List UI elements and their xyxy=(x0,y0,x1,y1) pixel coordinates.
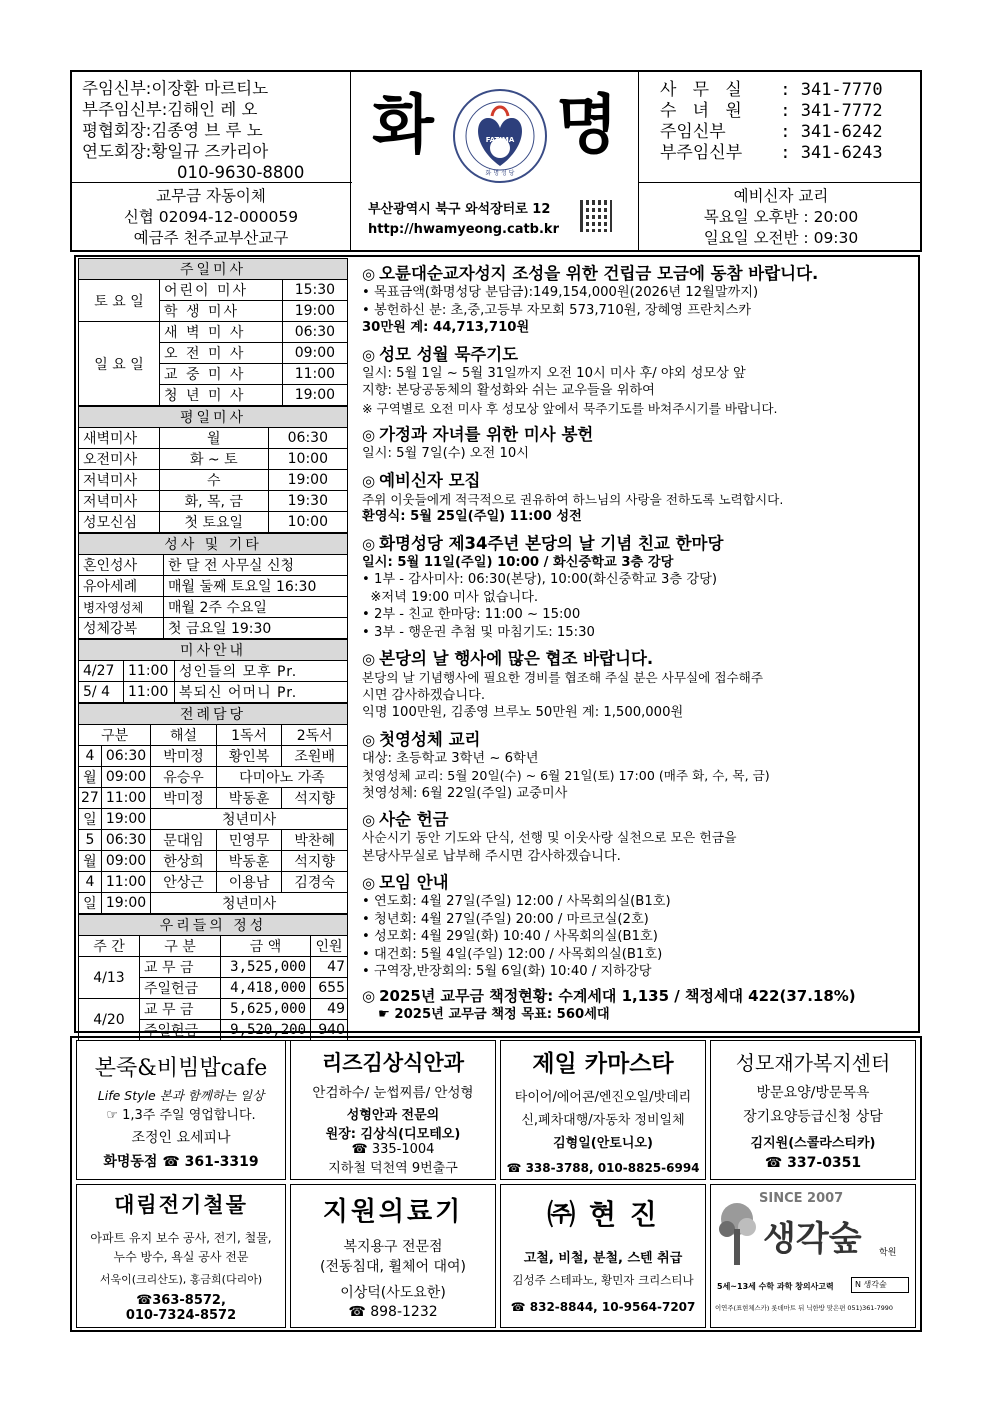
notice-line: 일시: 5월 11일(주일) 10:00 / 화신중학교 3층 강당 xyxy=(362,554,674,570)
notice-line: • 봉헌하신 분: 초,중,고등부 자모회 573,710원, 장혜영 프란치스카 xyxy=(362,302,751,318)
liturgy-person: 한상희 xyxy=(151,851,217,872)
mass-day: 첫 토요일 xyxy=(160,512,269,533)
col-header: 구분 xyxy=(79,725,151,746)
offering-table xyxy=(78,914,348,1041)
bullet-icon: ◎ xyxy=(362,874,376,892)
mass-time: 19:00 xyxy=(282,385,347,406)
sacrament-desc: 한 달 전 사무실 신청 xyxy=(164,555,348,576)
notice-line: 시면 감사하겠습니다. xyxy=(362,687,486,703)
sacrament-name: 병자영성체 xyxy=(79,597,164,618)
mass-name: 교 중 미 사 xyxy=(160,364,283,385)
ad-line: 타이어/에어콘/엔진오일/밧데리 xyxy=(514,1090,692,1105)
ad-line: ☎ 335-1004 xyxy=(351,1142,435,1157)
liturgy-time: 19:00 xyxy=(101,893,150,914)
tithe-account: 신협 02094-12-000059 xyxy=(123,208,299,226)
ad-line: 복지용구 전문점 xyxy=(343,1239,443,1255)
mass-name: 저녁미사 xyxy=(79,470,160,491)
mass-info-desc: 성인들의 모후 Pr. xyxy=(175,661,348,682)
mass-time: 10:00 xyxy=(268,449,347,470)
notice-line: 본당사무실로 납부해 주시면 감사하겠습니다. xyxy=(362,848,621,864)
notice-line: ※저녁 19:00 미사 없습니다. xyxy=(362,589,539,605)
notice-line: 30만원 계: 44,713,710원 xyxy=(362,320,530,335)
liturgy-person: 황인복 xyxy=(216,746,282,767)
catechumen-line: 일요일 오전반 : 09:30 xyxy=(703,229,859,247)
ad-car-master xyxy=(500,1040,706,1180)
mass-time: 09:00 xyxy=(282,343,347,364)
notice-item xyxy=(362,467,914,526)
phone-row: 부주임신부 : 341-6243 xyxy=(660,143,883,163)
notice-line: 첫영성체: 6월 22일(주일) 교중미사 xyxy=(362,785,568,801)
mass-name: 성모신심 xyxy=(79,512,160,533)
liturgy-person: 안상근 xyxy=(151,872,217,893)
sacrament-desc: 첫 금요일 19:30 xyxy=(164,618,348,639)
ad-line: ☎ 832-8844, 10-9564-7207 xyxy=(510,1300,696,1314)
notice-line: • 대건회: 5월 4일(주일) 12:00 / 사목회의실(B1호) xyxy=(362,946,663,962)
ad-title: 대림전기철물 xyxy=(114,1193,248,1217)
ad-title: 성모재가복지센터 xyxy=(735,1051,891,1075)
date-char: 4 xyxy=(79,746,102,767)
notice-line: • 구역장,반장회의: 5월 6일(화) 10:40 / 지하강당 xyxy=(362,964,652,979)
sacrament-desc: 매월 2주 수요일 xyxy=(164,597,348,618)
offering-count: 47 xyxy=(311,957,348,978)
sacrament-table xyxy=(78,533,348,639)
liturgy-person: 조원배 xyxy=(282,746,348,767)
mass-name: 어린이 미사 xyxy=(160,280,283,301)
offering-amount: 9,520,200 xyxy=(221,1020,311,1041)
notice-item xyxy=(362,341,914,418)
notice-line: 지향: 본당공동체의 활성화와 쉬는 교우들을 위하여 xyxy=(362,383,655,398)
liturgy-person: 청년미사 xyxy=(151,809,348,830)
ad-line: 김성주 스테파노, 황민자 크리스티나 xyxy=(512,1273,694,1287)
website-link[interactable]: http://hwamyeong.catb.kr xyxy=(368,222,559,237)
date-char: 27 xyxy=(79,788,102,809)
ad-title: 제일 카마스타 xyxy=(532,1051,674,1077)
liturgy-person: 문대임 xyxy=(151,830,217,851)
ad-title: 생각숲 xyxy=(763,1219,862,1259)
col-header: 금 액 xyxy=(221,936,311,957)
col-header: 인원 xyxy=(311,936,348,957)
offering-week: 4/20 xyxy=(79,999,140,1041)
offering-amount: 3,525,000 xyxy=(221,957,311,978)
weekday-mass-table xyxy=(78,406,348,533)
liturgy-person: 박미정 xyxy=(151,788,217,809)
liturgy-person: 다미아노 가족 xyxy=(216,767,347,788)
mass-time: 19:00 xyxy=(282,301,347,322)
mass-name: 새 벽 미 사 xyxy=(160,322,283,343)
title-right: 명 xyxy=(556,89,618,163)
liturgy-table xyxy=(78,703,348,914)
ad-line: 장기요양등급신청 상담 xyxy=(743,1109,883,1125)
ad-line: 신,폐차대행/자동차 정비일체 xyxy=(521,1113,685,1128)
sunday-mass-table xyxy=(78,258,348,406)
ad-line: 이연주(표현체스카) 롯데마트 뒤 닉한방 맞은편 051)361-7990 xyxy=(715,1304,893,1312)
notice-line: ☛ 2025년 교무금 책정 목표: 560세대 xyxy=(378,1006,610,1022)
notice-line: • 3부 - 행운권 추첨 및 마침기도: 15:30 xyxy=(362,624,595,640)
col-header: 1독서 xyxy=(216,725,282,746)
liturgy-person: 유승우 xyxy=(151,767,217,788)
liturgy-person: 석지향 xyxy=(282,788,348,809)
liturgy-person: 박찬혜 xyxy=(282,830,348,851)
ad-bonjuk xyxy=(76,1040,286,1180)
clergy-line: 연도회장:황일규 즈카리아 xyxy=(82,142,269,161)
mass-time: 06:30 xyxy=(268,428,347,449)
notice-line: 일시: 5월 1일 ~ 5월 31일까지 오전 10시 미사 후/ 야외 성모상 앞 xyxy=(362,365,746,381)
date-char: 월 xyxy=(79,767,102,788)
address: 부산광역시 북구 와석장터로 12 xyxy=(368,202,551,217)
ad-line: 김지원(스콜라스티카) xyxy=(750,1136,876,1151)
offering-week: 4/13 xyxy=(79,957,140,999)
notice-item xyxy=(362,985,914,1024)
bullet-icon: ◎ xyxy=(362,471,376,490)
mass-info-table xyxy=(78,639,348,703)
clergy-block xyxy=(82,78,352,183)
address-block xyxy=(368,200,568,240)
notice-title: 사순 헌금 xyxy=(379,810,449,829)
col-header: 구 분 xyxy=(140,936,221,957)
ad-medical-device xyxy=(290,1184,496,1328)
notice-line: 주위 이웃들에게 적극적으로 권유하여 하느님의 사랑을 전하도록 노력합시다. xyxy=(362,491,784,507)
mass-day: 화, 목, 금 xyxy=(160,491,269,512)
tithe-holder: 예금주 천주교부산교구 xyxy=(133,229,289,247)
notice-title: 예비신자 모집 xyxy=(379,470,481,490)
left-column xyxy=(78,258,348,1041)
ad-line: 조정인 요세피나 xyxy=(131,1130,231,1146)
date-char: 4 xyxy=(79,872,102,893)
date-char: 월 xyxy=(79,851,102,872)
catechumen-line: 목요일 오후반 : 20:00 xyxy=(703,208,859,226)
sacrament-name: 혼인성사 xyxy=(79,555,164,576)
liturgy-person: 민영무 xyxy=(216,830,282,851)
church-logo xyxy=(452,88,548,184)
logo-text: FATIMA xyxy=(485,136,515,144)
liturgy-person: 석지향 xyxy=(282,851,348,872)
ad-line: 원장: 김상식(디모테오) xyxy=(325,1127,461,1142)
notice-line: • 성모회: 4월 29일(화) 10:40 / 사목회의실(B1호) xyxy=(362,929,658,944)
ad-line: 안검하수/ 눈썹찌름/ 안성형 xyxy=(312,1085,474,1101)
notice-line: • 2부 - 친교 한마당: 11:00 ~ 15:00 xyxy=(362,607,581,622)
notice-item xyxy=(362,260,914,337)
bullet-icon: ◎ xyxy=(362,426,376,444)
search-box: N 생각숲 xyxy=(851,1277,909,1293)
ad-line: 지하철 덕천역 9번출구 xyxy=(328,1161,458,1176)
ad-hyunjin xyxy=(500,1184,706,1328)
ad-line: 김형일(안토니오) xyxy=(553,1136,653,1151)
mass-time: 06:30 xyxy=(282,322,347,343)
bullet-icon: ◎ xyxy=(362,650,376,668)
notice-line: • 1부 - 감사미사: 06:30(본당), 10:00(화신중학교 3층 강당) xyxy=(362,572,717,587)
offering-count: 940 xyxy=(311,1020,348,1041)
ad-line: 이상덕(사도요한) xyxy=(340,1285,446,1301)
notice-item xyxy=(362,645,914,722)
saturday-label: 토 요 일 xyxy=(79,280,160,322)
notice-line: 익명 100만원, 김종영 브루노 50만원 계: 1,500,000원 xyxy=(362,705,684,720)
phone-row: 사 무 실 : 341-7770 xyxy=(660,80,883,100)
liturgy-person: 박미정 xyxy=(151,746,217,767)
since-label: SINCE 2007 xyxy=(759,1191,844,1206)
clergy-line: 부주임신부:김해인 레 오 xyxy=(82,100,258,119)
liturgy-time: 06:30 xyxy=(101,830,150,851)
col-header: 2독서 xyxy=(282,725,348,746)
mass-name: 오 전 미 사 xyxy=(160,343,283,364)
mass-name: 청 년 미 사 xyxy=(160,385,283,406)
sunday-label: 일 요 일 xyxy=(79,322,160,406)
notice-item xyxy=(362,869,914,981)
ad-line: 학원 xyxy=(879,1248,897,1258)
ad-title: 지원의료기 xyxy=(322,1197,464,1227)
clergy-phone: 010-9630-8800 xyxy=(177,163,305,182)
catechumen-title: 예비신자 교리 xyxy=(733,187,829,205)
notice-line: 대상: 초등학교 3학년 ~ 6학년 xyxy=(362,750,539,766)
mass-info-date: 5/ 4 xyxy=(79,682,124,703)
ad-line: 방문요양/방문목욕 xyxy=(756,1085,870,1101)
mass-day: 화 ~ 토 xyxy=(160,449,269,470)
section-header: 성사 및 기타 xyxy=(79,534,348,555)
mass-info-time: 11:00 xyxy=(124,682,175,703)
ad-line: ☎ 898-1232 xyxy=(348,1304,438,1320)
phone-block xyxy=(660,80,920,164)
notice-title: 모임 안내 xyxy=(379,873,449,892)
offering-kind: 주일헌금 xyxy=(140,1020,221,1041)
mass-info-date: 4/27 xyxy=(79,661,124,682)
mass-name: 오전미사 xyxy=(79,449,160,470)
notice-title: 성모 성월 묵주기도 xyxy=(379,344,519,364)
mass-time: 19:30 xyxy=(268,491,347,512)
liturgy-time: 09:00 xyxy=(101,767,150,788)
clergy-line: 평협회장:김종영 브 루 노 xyxy=(82,121,263,140)
notice-title: 가정과 자녀를 위한 미사 봉헌 xyxy=(379,425,594,444)
notice-item xyxy=(362,530,914,642)
phone-row: 수 녀 원 : 341-7772 xyxy=(660,101,883,121)
mass-info-desc: 복되신 어머니 Pr. xyxy=(175,682,348,703)
notice-line: 일시: 5월 7일(수) 오전 10시 xyxy=(362,446,529,461)
mass-time: 19:00 xyxy=(268,470,347,491)
date-char: 일 xyxy=(79,809,102,830)
ad-title: ㈜ 현 진 xyxy=(547,1198,659,1231)
bullet-icon: ◎ xyxy=(362,534,376,553)
ad-line: Life Style 본과 함께하는 일상 xyxy=(97,1088,265,1103)
liturgy-time: 11:00 xyxy=(101,788,150,809)
ad-saenggak-sup xyxy=(710,1184,916,1328)
clergy-line: 주임신부:이장환 마르티노 xyxy=(82,79,269,98)
ad-line: (전동침대, 휠체어 대여) xyxy=(320,1259,466,1275)
date-char: 일 xyxy=(79,893,102,914)
offering-kind: 교 무 금 xyxy=(140,957,221,978)
liturgy-time: 19:00 xyxy=(101,809,150,830)
notice-title: 화명성당 제34주년 본당의 날 기념 친교 한마당 xyxy=(379,533,724,553)
mass-day: 수 xyxy=(160,470,269,491)
ad-line: 아파트 유지 보수 공사, 전기, 철물, xyxy=(90,1231,272,1245)
logo-bottom-text: 화 명 성 당 xyxy=(485,170,515,177)
notice-line: 본당의 날 기념행사에 필요한 경비를 협조해 주실 분은 사무실에 접수해주 xyxy=(362,670,763,685)
liturgy-person: 청년미사 xyxy=(151,893,348,914)
notice-title: 오륜대순교자성지 조성을 위한 건립금 모금에 동참 바랍니다. xyxy=(379,264,819,283)
mass-name: 새벽미사 xyxy=(79,428,160,449)
ad-electric-hardware xyxy=(76,1184,286,1328)
offering-amount: 4,418,000 xyxy=(221,978,311,999)
tree-icon xyxy=(717,1199,757,1269)
offering-count: 49 xyxy=(311,999,348,1020)
bullet-icon: ◎ xyxy=(362,986,376,1005)
col-header: 해설 xyxy=(151,725,217,746)
mass-name: 저녁미사 xyxy=(79,491,160,512)
bullet-icon: ◎ xyxy=(362,265,376,283)
liturgy-person: 박동훈 xyxy=(216,851,282,872)
notice-line: ※ 구역별로 오전 미사 후 성모상 앞에서 묵주기도를 바쳐주시기를 바랍니다. xyxy=(362,400,778,416)
mass-name: 학 생 미사 xyxy=(160,301,283,322)
offering-kind: 교 무 금 xyxy=(140,999,221,1020)
ad-line: ☎ 337-0351 xyxy=(764,1155,862,1171)
ad-line: 누수 방수, 욕실 공사 전문 xyxy=(113,1250,249,1264)
ad-line: 5세~13세 수학 과학 창의사고력 xyxy=(717,1282,834,1291)
header-box xyxy=(70,70,922,252)
section-header: 전례담당 xyxy=(79,704,348,725)
mass-day: 월 xyxy=(160,428,269,449)
catechumen-block xyxy=(640,186,922,249)
mass-info-time: 11:00 xyxy=(124,661,175,682)
section-header: 미사안내 xyxy=(79,640,348,661)
bullet-icon: ◎ xyxy=(362,730,376,749)
mass-time: 11:00 xyxy=(282,364,347,385)
notice-item xyxy=(362,806,914,865)
bullet-icon: ◎ xyxy=(362,811,376,829)
logo-ring-text: CATHOLIC CHURCH OF OUR LADY OF FATIMA xyxy=(434,78,524,83)
ad-title: 리즈김상식안과 xyxy=(321,1051,464,1075)
date-char: 5 xyxy=(79,830,102,851)
phone-row: 주임신부 : 341-6242 xyxy=(660,122,883,142)
notices-column xyxy=(362,260,914,1030)
ad-welfare-center xyxy=(710,1040,916,1180)
ad-title: 본죽&비빔밥cafe xyxy=(94,1056,268,1081)
notice-line: 환영식: 5월 25일(주일) 11:00 성전 xyxy=(362,509,582,524)
section-header: 주일미사 xyxy=(79,259,348,280)
ad-line: ☎363-8572, xyxy=(136,1293,226,1308)
liturgy-person: 박동훈 xyxy=(216,788,282,809)
ad-line: 서욱이(크리산도), 홍금희(다리아) xyxy=(99,1273,263,1286)
notice-line: • 목표금액(화명성당 분담금):149,154,000원(2026년 12월말까지) xyxy=(362,285,759,300)
section-header: 평일미사 xyxy=(79,407,348,428)
ad-line: ☎ 338-3788, 010-8825-6994 xyxy=(506,1161,700,1175)
notice-line: • 연도회: 4월 27일(주일) 12:00 / 사목회의실(B1호) xyxy=(362,894,671,909)
liturgy-person: 김경숙 xyxy=(282,872,348,893)
qr-code-icon xyxy=(580,200,612,232)
notice-line: 첫영성체 교리: 5월 20일(수) ~ 6월 21일(토) 17:00 (매주 화, 수, 목, 금) xyxy=(362,768,770,783)
notice-line: • 청년회: 4월 27일(주일) 20:00 / 마르코실(2호) xyxy=(362,911,649,927)
title-left: 화 xyxy=(372,89,434,163)
notice-title: 첫영성체 교리 xyxy=(379,729,481,749)
liturgy-time: 11:00 xyxy=(101,872,150,893)
ad-line: ☞ 1,3주 주일 영업합니다. xyxy=(106,1108,256,1123)
tithe-title: 교무금 자동이체 xyxy=(156,187,266,205)
notice-title: 본당의 날 행사에 많은 협조 바랍니다. xyxy=(379,649,654,668)
ad-eye-clinic xyxy=(290,1040,496,1180)
ad-line: 010-7324-8572 xyxy=(125,1308,237,1323)
liturgy-person: 이용남 xyxy=(216,872,282,893)
ad-line: 성형안과 전문의 xyxy=(346,1108,440,1123)
notice-item xyxy=(362,726,914,803)
notice-line: 사순시기 동안 기도와 단식, 선행 및 이웃사랑 실천으로 모은 헌금을 xyxy=(362,831,737,846)
sacrament-name: 유아세례 xyxy=(79,576,164,597)
liturgy-time: 06:30 xyxy=(101,746,150,767)
ad-line: 고철, 비철, 분철, 스텐 취급 xyxy=(523,1251,683,1266)
mass-time: 15:30 xyxy=(282,280,347,301)
offering-amount: 5,625,000 xyxy=(221,999,311,1020)
offering-kind: 주일헌금 xyxy=(140,978,221,999)
tithe-block xyxy=(72,186,350,249)
sacrament-desc: 매월 둘째 토요일 16:30 xyxy=(164,576,348,597)
ad-line: 화명동점 ☎ 361-3319 xyxy=(103,1154,259,1170)
offering-count: 655 xyxy=(311,978,348,999)
mass-time: 10:00 xyxy=(268,512,347,533)
liturgy-time: 09:00 xyxy=(101,851,150,872)
section-header: 우리들의 정성 xyxy=(79,915,348,936)
notice-item xyxy=(362,421,914,463)
col-header: 주 간 xyxy=(79,936,140,957)
sacrament-name: 성체강복 xyxy=(79,618,164,639)
notice-title: 2025년 교무금 책정현황: 수계세대 1,135 / 책정세대 422(37.18%) xyxy=(379,986,856,1005)
bullet-icon: ◎ xyxy=(362,345,376,364)
